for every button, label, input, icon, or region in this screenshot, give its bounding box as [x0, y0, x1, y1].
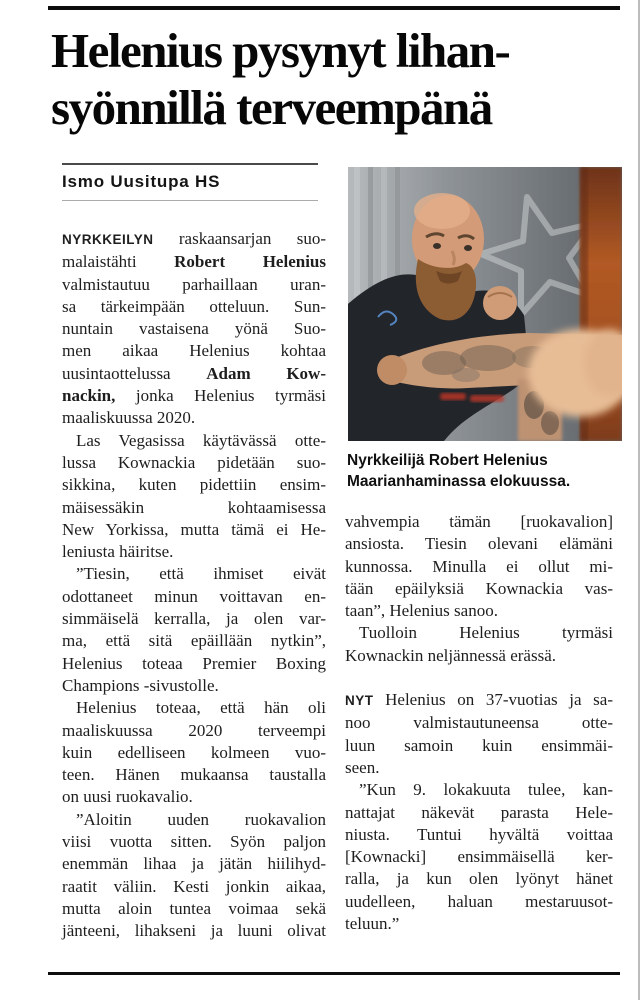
article-line: NYT Helenius on 37-vuotias ja sa- — [345, 690, 613, 710]
article-line: ralla, ja kun olen lyönyt hänet — [345, 869, 613, 889]
article-line: nackin, jonka Helenius tyrmäsi — [62, 386, 326, 406]
article-line: viisi vuotta sitten. Syön paljon — [62, 832, 326, 852]
article-line: vahvempia tämän [ruokavalion] — [345, 512, 613, 531]
byline-rule-bottom — [62, 200, 318, 201]
photo-caption-line-2: Maarianhaminassa elokuussa. — [347, 473, 571, 490]
article-line: men aikaa Helenius kohtaa — [62, 341, 326, 361]
article-line: uusintaottelussa Adam Kow- — [62, 363, 326, 383]
article-line: ”Kun 9. lokakuuta tulee, kan- — [359, 780, 613, 800]
article-line: Kownackin neljännessä erässä. — [345, 645, 557, 665]
photo-caption — [347, 450, 621, 492]
article-line: lussa Kownackia pidetään suo- — [62, 452, 326, 472]
article-line: nattajat näkevät parasta Hele- — [345, 802, 613, 822]
page-right-edge-line — [638, 0, 640, 1000]
headline-line-2: syönnillä terveempänä — [51, 80, 492, 135]
article-line: ansiosta. Tiesin olevani elämäni — [345, 534, 613, 554]
article-line: noo valmistautuneensa otte- — [345, 713, 613, 733]
article-line: leniusta häiritse. — [62, 542, 174, 562]
article-column-1 — [62, 228, 326, 943]
byline-rule-top — [62, 163, 318, 165]
article-line: valmistautuu parhaillaan uran- — [62, 274, 326, 294]
article-line: maaliskuussa 2020. — [62, 408, 196, 428]
photo-caption-line-1: Nyrkkeilijä Robert Helenius — [347, 452, 548, 469]
article-line: sikkina, kuten pidettiin ensim- — [62, 475, 326, 495]
article-line: mäisessäkin kohtaamisessa — [62, 497, 326, 517]
article-line: mutta aloin tuntea voimaa sekä — [62, 898, 326, 918]
article-line: ”Tiesin, että ihmiset eivät — [76, 564, 326, 584]
byline: Ismo Uusitupa HS — [62, 172, 221, 191]
bottom-rule — [48, 972, 620, 975]
article-line: Champions -sivustolle. — [62, 675, 219, 695]
article-line: teluun.” — [345, 914, 400, 934]
article-line: ma, että sitä epäillään nytkin”, — [62, 631, 326, 651]
boxer-photo-illustration — [348, 167, 622, 441]
article-line: nuntain vastaisena yönä Suo- — [62, 319, 326, 339]
article-line: niusta. Tuntui hyvältä voittaa — [345, 824, 613, 844]
article-line: [Kownacki] ensimmäisellä ker- — [345, 847, 613, 867]
article-headline — [51, 22, 611, 136]
article-line: odottaneet minun voittavan en- — [62, 586, 326, 606]
article-line: New Yorkissa, mutta tämä ei He- — [62, 519, 326, 539]
article-line: kuin edelliseen kolmeen vuo- — [62, 742, 326, 762]
article-line: taan”, Helenius sanoo. — [345, 601, 498, 621]
article-line: uudelleen, haluan mestaruusot- — [345, 891, 613, 911]
article-line: jänteeni, lihakseni ja luuni olivat — [62, 921, 326, 941]
article-line: teen. Hänen mukaansa taustalla — [62, 765, 326, 785]
article-line: NYRKKEILYN raskaansarjan suo- — [62, 229, 326, 248]
article-line: Helenius toteaa, että hän oli — [76, 698, 326, 718]
article-line: luun samoin kuin ensimmäi- — [345, 735, 613, 755]
article-line: kunnossa. Minulla ei ollut mi- — [345, 556, 613, 576]
article-line: Tuolloin Helenius tyrmäsi — [359, 623, 613, 643]
article-photo — [348, 167, 622, 441]
article-line: sa tärkeimpään otteluun. Sun- — [62, 296, 326, 316]
article-line: enemmän lihaa ja jätän hiilihyd- — [62, 854, 326, 874]
article-line: malaistähti Robert Helenius — [62, 252, 326, 272]
article-line: seen. — [345, 757, 380, 777]
article-line: on uusi ruokavalio. — [62, 787, 193, 807]
top-rule — [48, 6, 620, 10]
headline-line-1: Helenius pysynyt lihan- — [51, 23, 510, 78]
article-line: tään epäilyksiä Kownackia vas- — [345, 578, 613, 598]
article-line: ”Aloitin uuden ruokavalion — [76, 809, 326, 829]
article-line: raatit väliin. Kesti jonkin aikaa, — [62, 876, 326, 896]
article-line: maaliskuussa 2020 terveempi — [62, 720, 326, 740]
article-line: simmäiselä kerralla, ja olen var- — [62, 609, 326, 629]
article-line: Helenius toteaa Premier Boxing — [62, 653, 326, 673]
article-column-2 — [345, 511, 613, 935]
article-line: Las Vegasissa käytävässä otte- — [76, 430, 326, 450]
